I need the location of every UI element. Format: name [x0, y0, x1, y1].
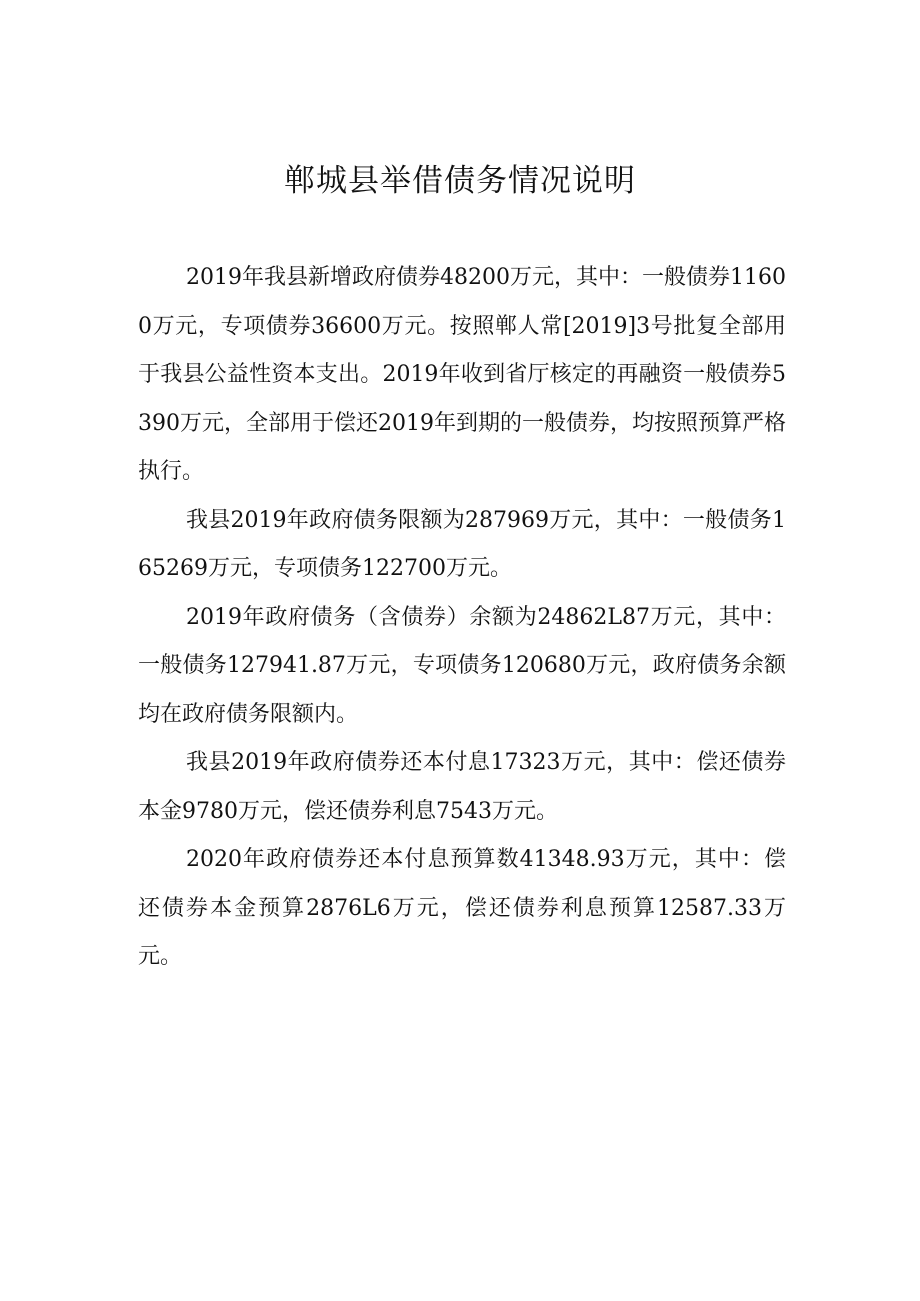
paragraph-2019-repayment: 我县2019年政府债券还本付息17323万元，其中：偿还债券本金9780万元，偿还债券利息7543万元。	[138, 750, 786, 824]
paragraph-new-bonds: 2019年我县新增政府债券48200万元，其中：一般债券11600万元，专项债券36600万元。按照郸人常[2019]3号批复全部用于我县公益性资本支出。2019年收到省厅核定的再融资一般债券5390万元，全部用于偿还2019年到期的一般债券，均按照预算严格执行。	[138, 265, 786, 484]
paragraph-debt-limit: 我县2019年政府债务限额为287969万元，其中：一般债务165269万元，专项债务122700万元。	[138, 507, 786, 581]
document-body	[138, 254, 786, 982]
paragraph-debt-balance: 2019年政府债务（含债券）余额为24862L87万元，其中：一般债务127941.87万元，专项债务120680万元，政府债务余额均在政府债务限额内。	[138, 604, 786, 727]
paragraph-2020-budget: 2020年政府债券还本付息预算数41348.93万元，其中：偿还债券本金预算2876L6万元，偿还债券利息预算12587.33万元。	[138, 847, 786, 969]
document-title: 郸城县举借债务情况说明	[284, 163, 636, 199]
